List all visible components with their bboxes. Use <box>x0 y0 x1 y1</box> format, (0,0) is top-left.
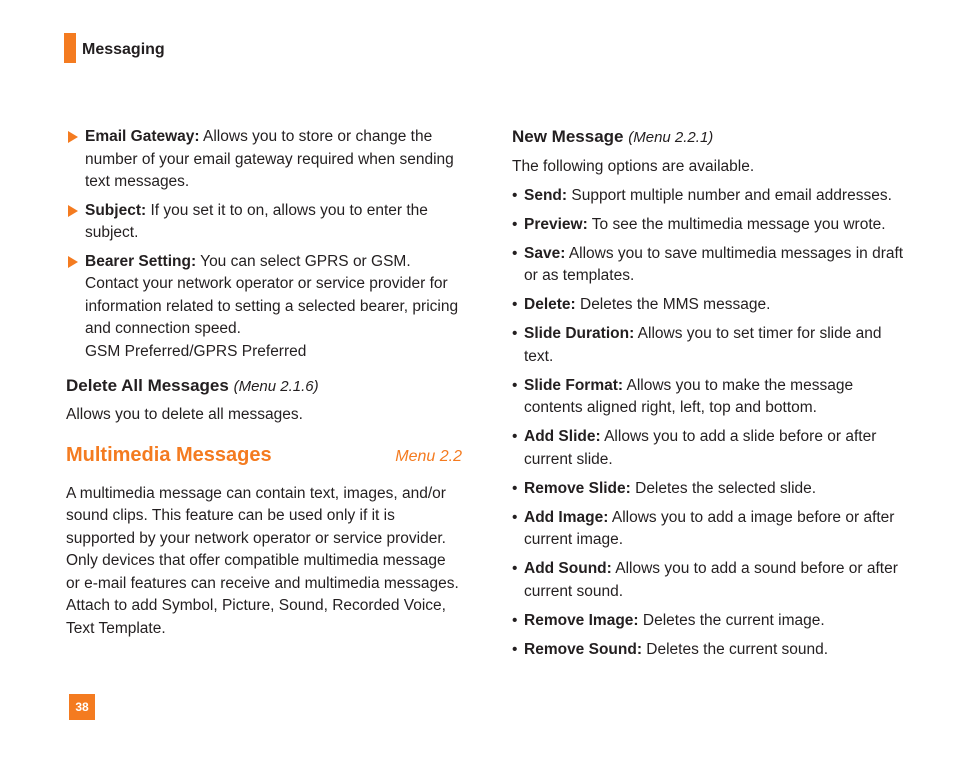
list-item <box>512 375 912 420</box>
item-text: Allows you to make the message contents aligned right, left, top and bottom. <box>524 376 854 416</box>
list-item <box>512 426 912 471</box>
page-header-title: Messaging <box>82 41 165 58</box>
new-message-heading <box>512 126 912 150</box>
list-item <box>512 214 912 237</box>
list-item <box>512 478 912 501</box>
bullet-icon: • <box>512 376 518 394</box>
triangle-bullet-icon <box>68 205 78 217</box>
bullet-icon: • <box>512 244 518 262</box>
new-message-intro: The following options are available. <box>512 157 755 175</box>
delete-all-heading <box>66 375 462 399</box>
multimedia-heading <box>66 444 462 469</box>
item-term: Email Gateway: <box>85 128 200 145</box>
list-item <box>512 507 912 552</box>
list-item <box>512 610 912 633</box>
triangle-bullet-icon <box>68 131 78 143</box>
item-term: Slide Format: <box>524 376 624 394</box>
item-text: Allows you to save multimedia messages in draft or as templates. <box>524 244 904 284</box>
delete-all-menu: (Menu 2.1.6) <box>233 378 319 395</box>
list-item <box>512 323 912 368</box>
bullet-icon: • <box>512 508 518 526</box>
item-term: Add Image: <box>524 508 609 526</box>
item-term: Save: <box>524 244 566 262</box>
item-text: Allows you to add a slide before or after current slide. <box>524 428 877 468</box>
item-text: Deletes the current sound. <box>641 640 829 658</box>
item-term: Remove Image: <box>524 611 639 629</box>
item-text: To see the multimedia message you wrote. <box>587 215 886 233</box>
bullet-icon: • <box>512 640 518 658</box>
list-item-subject <box>66 200 462 245</box>
item-text: You can select GPRS or GSM. Contact your network operator or service provider for information related to setting a selected bearer, pricing and connection speed. <box>85 252 459 337</box>
list-item <box>512 185 912 208</box>
list-item <box>512 294 912 317</box>
item-term: Remove Sound: <box>524 640 642 658</box>
item-term: Remove Slide: <box>524 479 631 497</box>
bullet-icon: • <box>512 611 518 629</box>
list-item <box>512 243 912 288</box>
item-term: Send: <box>524 186 568 204</box>
options-list <box>512 185 912 662</box>
item-term: Add Sound: <box>524 560 612 577</box>
list-item <box>512 558 912 603</box>
multimedia-text: A multimedia message can contain text, images, and/or sound clips. This feature can be used only if it is supported by your network operator or service provider. Only devices that offer compatible multimedia message or e-mail features can receive and multimedia messages. Attach to add Symbol, Picture, Sound, Recorded Voice, Text Template. <box>66 484 459 637</box>
bullet-icon: • <box>512 186 518 204</box>
item-text: Deletes the MMS message. <box>575 296 771 313</box>
delete-all-text: Allows you to delete all messages. <box>66 405 303 423</box>
item-term: Preview: <box>524 215 588 233</box>
triangle-bullet-icon <box>68 256 78 268</box>
right-column <box>512 126 912 668</box>
list-item-bearer-setting <box>66 251 462 364</box>
page-number: 38 <box>69 694 95 720</box>
list-item <box>512 639 912 662</box>
bullet-icon: • <box>512 325 518 342</box>
bullet-icon: • <box>512 296 518 313</box>
delete-all-title: Delete All Messages <box>66 376 229 395</box>
multimedia-title: Multimedia Messages <box>66 444 272 466</box>
item-term: Delete: <box>524 296 576 313</box>
item-text: Deletes the current image. <box>638 611 825 629</box>
item-term: Subject: <box>85 201 147 219</box>
left-column <box>66 126 462 640</box>
bullet-icon: • <box>512 428 518 445</box>
item-extra: GSM Preferred/GPRS Preferred <box>85 342 307 360</box>
item-text: Allows you to add a sound before or after current sound. <box>524 560 898 600</box>
item-text: Allows you to set timer for slide and text. <box>524 325 882 365</box>
item-term: Slide Duration: <box>524 325 635 342</box>
new-message-menu: (Menu 2.2.1) <box>628 129 714 146</box>
multimedia-menu: Menu 2.2 <box>395 448 462 465</box>
item-text: Allows you to store or change the number of your email gateway required when sending text messages. <box>85 128 454 190</box>
header-accent-bar <box>64 33 76 63</box>
bullet-icon: • <box>512 215 518 233</box>
item-text: If you set it to on, allows you to enter the subject. <box>85 201 428 241</box>
bullet-icon: • <box>512 479 518 497</box>
bullet-icon: • <box>512 560 518 577</box>
item-term: Add Slide: <box>524 428 601 445</box>
new-message-title: New Message <box>512 127 624 146</box>
item-text: Deletes the selected slide. <box>630 479 817 497</box>
item-term: Bearer Setting: <box>85 252 197 270</box>
item-text: Allows you to add a image before or after current image. <box>524 508 895 548</box>
item-text: Support multiple number and email addresses. <box>567 186 892 204</box>
list-item-email-gateway <box>66 126 462 194</box>
